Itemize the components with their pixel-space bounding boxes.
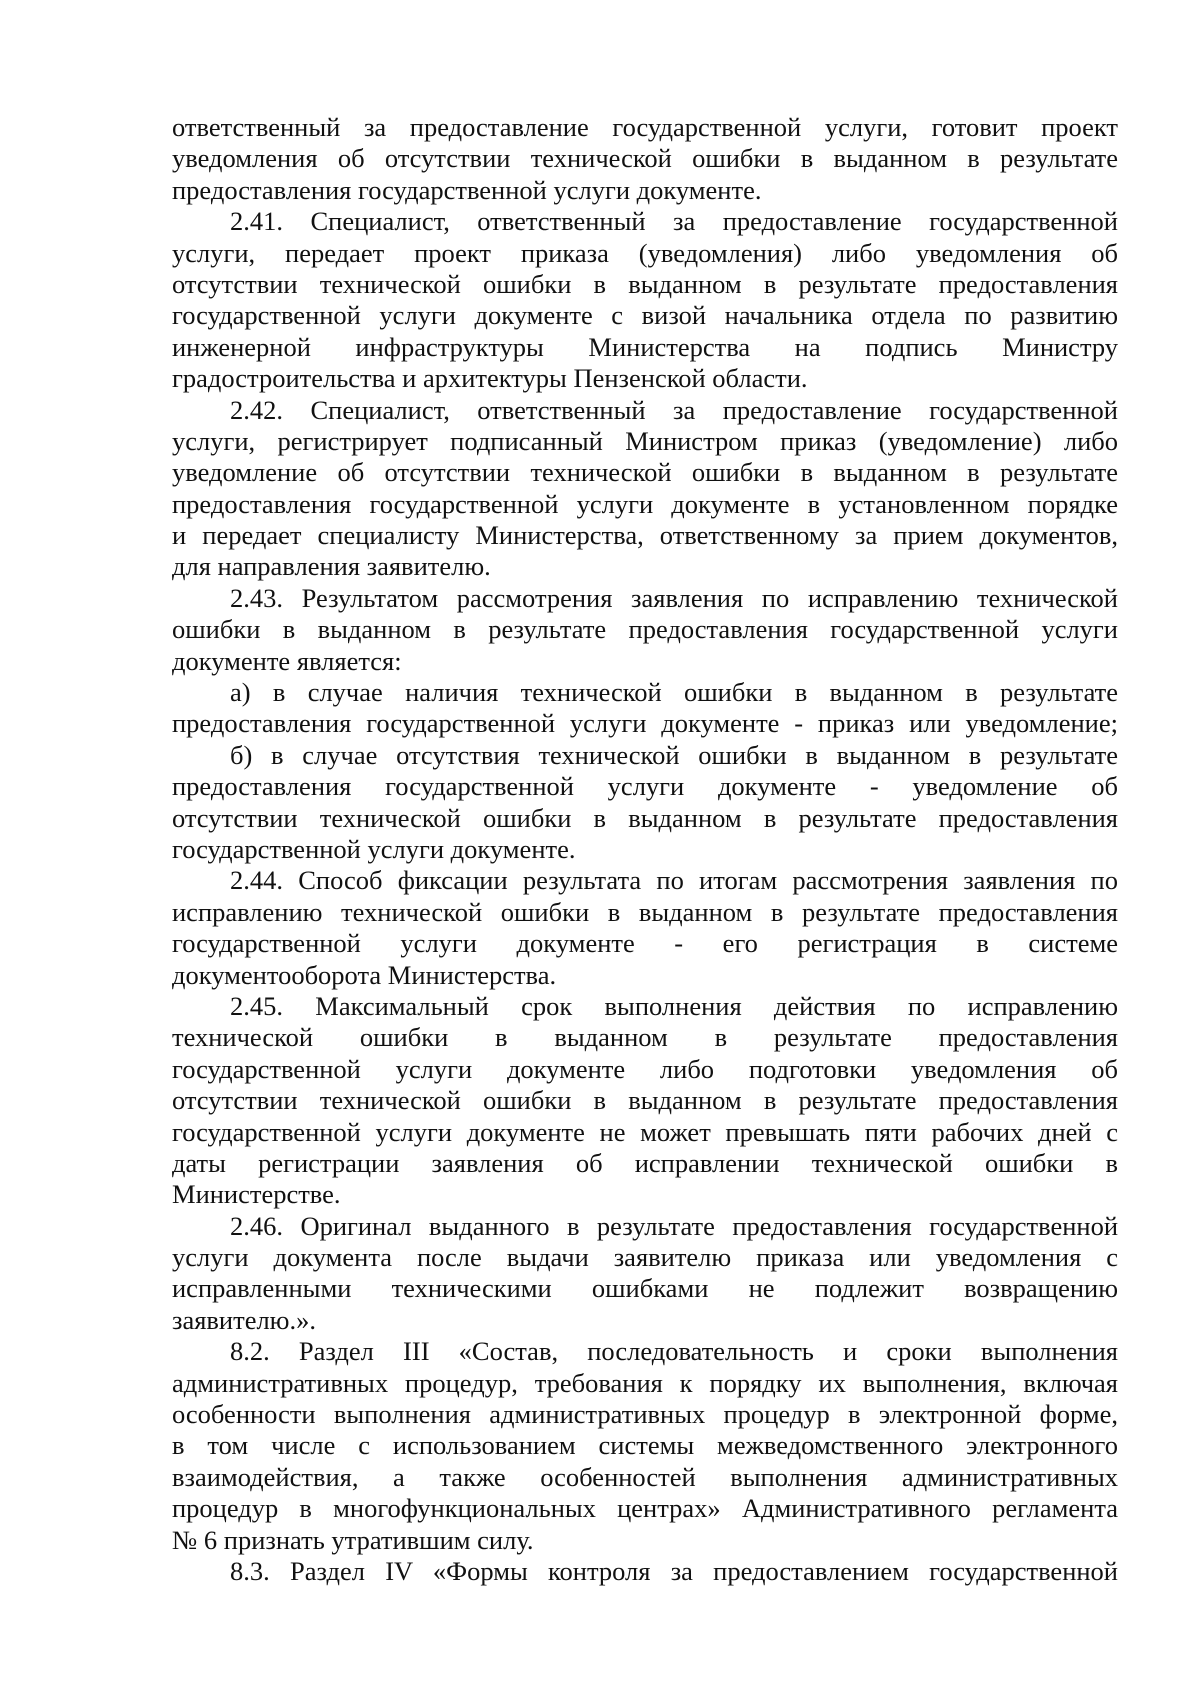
document-text-line: государственной услуги документе с визой начальника отдела по развитию [172,300,1118,331]
document-text-line: предоставления государственной услуги документе - уведомление об [172,771,1118,802]
document-text-line: государственной услуги документе либо подготовки уведомления об [172,1053,1118,1084]
document-text-line: услуги, передает проект приказа (уведомления) либо уведомления об [172,237,1118,268]
document-text-line: заявителю.». [172,1304,316,1335]
document-text-line: 2.43. Результатом рассмотрения заявления по исправлению технической [230,582,1118,613]
document-text-line: взаимодействия, а также особенностей выполнения административных [172,1461,1118,1492]
document-text-line: уведомление об отсутствии технической ошибки в выданном в результате [172,457,1118,488]
document-text-line: градостроительства и архитектуры Пензенской области. [172,363,808,394]
document-text-line: особенности выполнения административных процедур в электронной форме, [172,1399,1118,1430]
document-text-line: технической ошибки в выданном в результате предоставления [172,1022,1118,1053]
document-text-line: государственной услуги документе. [172,833,576,864]
document-text-line: услуги документа после выдачи заявителю приказа или уведомления с [172,1242,1118,1273]
document-text-line: Министерстве. [172,1179,341,1210]
document-text-line: 2.44. Способ фиксации результата по итогам рассмотрения заявления по [230,865,1118,896]
document-text-line: услуги, регистрирует подписанный Министром приказ (уведомление) либо [172,425,1118,456]
document-text-line: ответственный за предоставление государственной услуги, готовит проект [172,112,1118,142]
document-text-line: ошибки в выданном в результате предоставления государственной услуги [172,614,1118,645]
document-text-line: процедур в многофункциональных центрах» Административного регламента [172,1493,1118,1524]
document-text-line: административных процедур, требования к порядку их выполнения, включая [172,1367,1118,1398]
document-text-line: 8.3. Раздел IV «Формы контроля за предоставлением государственной [230,1555,1118,1586]
document-text-line: уведомления об отсутствии технической ошибки в выданном в результате [172,143,1118,174]
document-body [172,112,1118,1587]
document-text-line: № 6 признать утратившим силу. [172,1524,534,1555]
document-text-line: документооборота Министерства. [172,959,557,990]
document-text-line: 2.45. Максимальный срок выполнения действия по исправлению [230,990,1118,1021]
document-text-line: отсутствии технической ошибки в выданном в результате предоставления [172,1085,1118,1116]
document-text-line: 2.42. Специалист, ответственный за предоставление государственной [230,394,1118,425]
document-text-line: даты регистрации заявления об исправлении технической ошибки в [172,1147,1118,1178]
document-text-line: предоставления государственной услуги документе - приказ или уведомление; [172,708,1118,739]
document-text-line: для направления заявителю. [172,551,491,582]
document-text-line: 2.46. Оригинал выданного в результате предоставления государственной [230,1210,1118,1241]
document-text-line: отсутствии технической ошибки в выданном в результате предоставления [172,802,1118,833]
document-text-line: государственной услуги документе не может превышать пяти рабочих дней с [172,1116,1118,1147]
document-text-line: б) в случае отсутствия технической ошибки в выданном в результате [230,739,1118,770]
document-text-line: предоставления государственной услуги документе. [172,174,762,205]
document-text-line: и передает специалисту Министерства, ответственному за прием документов, [172,520,1118,551]
document-text-line: государственной услуги документе - его регистрация в системе [172,928,1118,959]
document-text-line: 8.2. Раздел III «Состав, последовательность и сроки выполнения [230,1336,1118,1367]
document-text-line: в том числе с использованием системы межведомственного электронного [172,1430,1118,1461]
document-text-line: отсутствии технической ошибки в выданном в результате предоставления [172,268,1118,299]
document-text-line: предоставления государственной услуги документе в установленном порядке [172,488,1118,519]
document-text-line: а) в случае наличия технической ошибки в выданном в результате [230,677,1118,708]
document-text-line: инженерной инфраструктуры Министерства на подпись Министру [172,331,1118,362]
document-text-line: исправлению технической ошибки в выданном в результате предоставления [172,896,1118,927]
document-text-line: 2.41. Специалист, ответственный за предоставление государственной [230,206,1118,237]
document-text-line: исправленными техническими ошибками не подлежит возвращению [172,1273,1118,1304]
document-text-line: документе является: [172,645,402,676]
